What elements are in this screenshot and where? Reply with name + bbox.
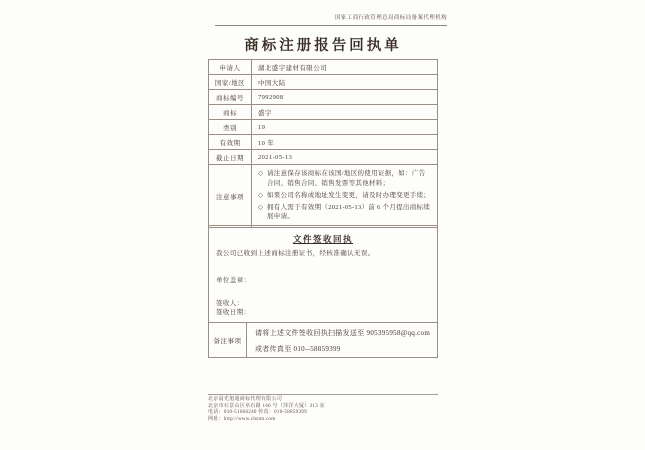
remarks-row — [209, 322, 437, 357]
row-label: 类别 — [209, 120, 252, 134]
agency-phone-fax: 电话：010-51666240 传真：010-58859399 — [208, 410, 307, 416]
notice-text: 请注意保存该商标在该国/地区的使用证据，如：广告合同、销售合同、销售发票等其他材料； — [267, 170, 426, 187]
row-value: 中国大陆 — [258, 79, 286, 87]
row-value: 19 — [258, 123, 266, 131]
row-label: 有效期 — [209, 135, 252, 149]
table-row-class — [209, 120, 437, 135]
notice-item — [258, 203, 431, 222]
diamond-bullet-icon: ◇ — [258, 170, 263, 177]
diamond-bullet-icon: ◇ — [258, 203, 263, 211]
notice-item — [258, 191, 431, 201]
table-row-validity — [209, 135, 437, 150]
row-value: 10 年 — [258, 139, 275, 147]
trademark-info-table — [208, 59, 438, 228]
agency-website: 网址：http://www.chstm.com — [208, 416, 276, 422]
row-value: 7992908 — [258, 93, 284, 101]
row-value: 盛宇 — [258, 109, 272, 117]
receipt-acknowledgement-box — [208, 225, 438, 358]
row-value: 2021-05-13 — [258, 153, 293, 161]
table-row-country — [209, 75, 437, 90]
row-value: 湖北盛宇建材有限公司 — [258, 64, 327, 72]
agency-address: 北京市石景山区阜石路 166 号（泽洋大厦）313 室 — [208, 403, 325, 409]
table-row-expiry-date — [209, 150, 437, 165]
notice-item — [258, 169, 431, 188]
signer-label: 签收人： — [216, 300, 244, 307]
remarks-content — [247, 323, 437, 357]
notice-text: 拥有人需于有效期（2021-05-13）前 6 个月提出商标续展申请。 — [267, 203, 431, 220]
company-seal-label: 单位盖章： — [216, 277, 251, 284]
table-row-notices — [209, 165, 437, 227]
notice-text: 如果公司名称或地址发生变更，请及时办理变更手续； — [267, 191, 431, 199]
remarks-email-instruction: 请将上述文件签收回执扫描发送至 905395958@qq.com — [255, 329, 431, 337]
remarks-fax-instruction: 或者传真至 010--58859399 — [255, 345, 341, 353]
table-row-trademark-number — [209, 90, 437, 105]
row-label: 商标 — [209, 105, 252, 119]
agency-footer — [208, 394, 438, 423]
agency-company-name: 北京晨光旭通商标代理有限公司 — [208, 397, 283, 402]
remarks-label: 备注事项 — [209, 323, 247, 357]
notice-list — [252, 165, 437, 227]
row-label: 截止日期 — [209, 150, 252, 164]
row-label: 商标编号 — [209, 90, 252, 104]
table-row-applicant — [209, 60, 437, 75]
row-label: 国家/地区 — [209, 75, 252, 89]
header-divider — [215, 25, 447, 26]
receipt-confirmation-statement: 我公司已收到上述商标注册证书，经核准确认无误。 — [216, 250, 375, 257]
row-label: 申请人 — [209, 60, 252, 74]
row-label: 注意事项 — [209, 165, 252, 227]
receipt-section-title: 文件签收回执 — [292, 234, 353, 244]
document-title: 商标注册报告回执单 — [244, 38, 402, 54]
sign-date-label: 签收日期： — [216, 309, 251, 316]
agency-registration-note: 国家工商行政管理总局商标局备案代理机构 — [334, 15, 447, 21]
diamond-bullet-icon: ◇ — [258, 191, 263, 199]
table-row-trademark — [209, 105, 437, 120]
